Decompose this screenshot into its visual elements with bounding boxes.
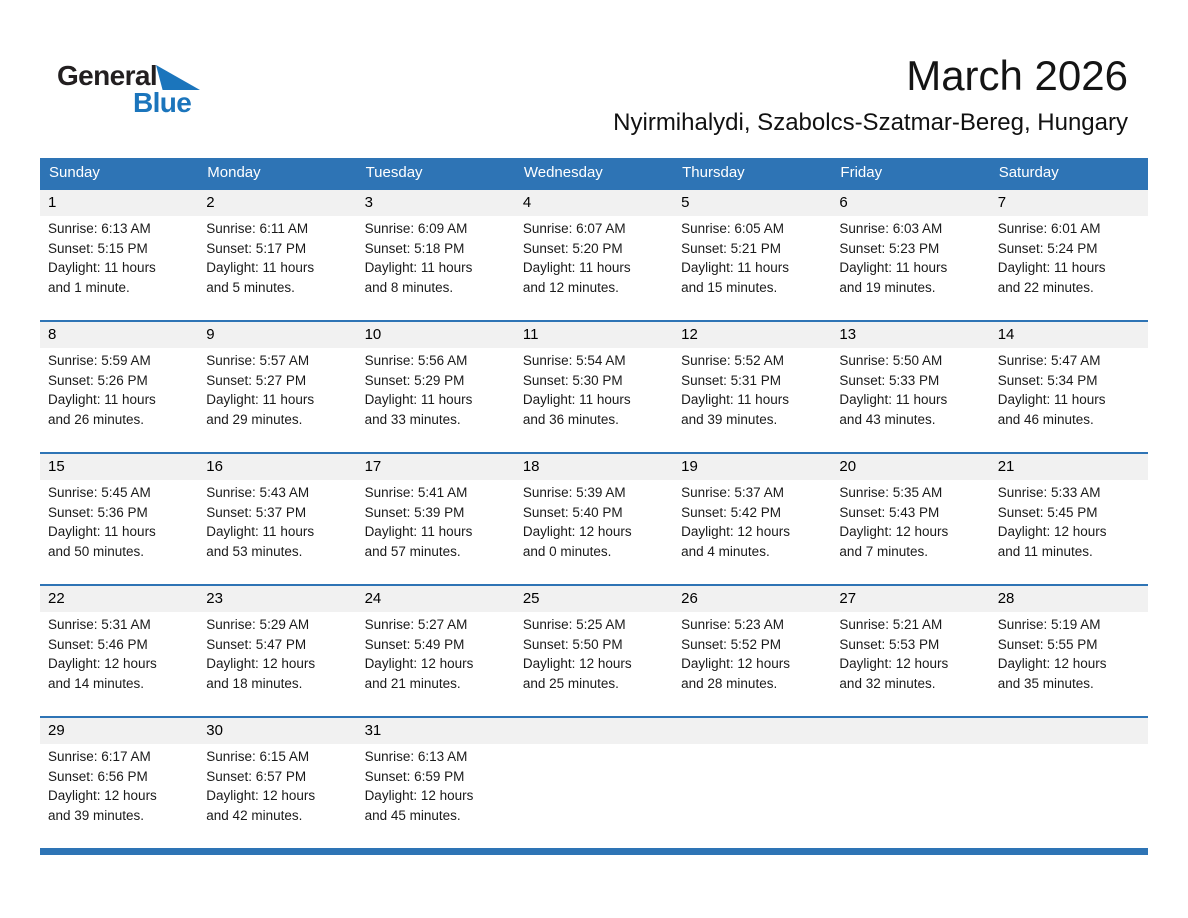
- day-details: [515, 216, 673, 320]
- day-cell: [515, 190, 673, 320]
- day-cell: [40, 718, 198, 848]
- day-details: [673, 480, 831, 584]
- day-number: 14: [990, 322, 1148, 348]
- detail-line: Sunrise: 5:50 AM: [839, 353, 943, 368]
- day-number: 26: [673, 586, 831, 612]
- day-cell: [40, 322, 198, 452]
- day-number: 22: [40, 586, 198, 612]
- day-details: [198, 612, 356, 716]
- detail-line: Sunset: 5:40 PM: [522, 504, 623, 520]
- detail-line: Daylight: 12 hours: [206, 788, 316, 803]
- day-details: [673, 612, 831, 716]
- detail-line: and 35 minutes.: [997, 675, 1094, 691]
- detail-line: Daylight: 12 hours: [839, 524, 949, 539]
- detail-line: Sunrise: 5:33 AM: [997, 485, 1101, 500]
- day-details: [831, 744, 989, 848]
- day-details: [990, 612, 1148, 716]
- day-number: 18: [515, 454, 673, 480]
- day-details: [673, 348, 831, 452]
- day-cell: [990, 190, 1148, 320]
- detail-line: Sunrise: 5:29 AM: [206, 617, 310, 632]
- detail-line: and 32 minutes.: [839, 675, 936, 691]
- day-number: [831, 718, 989, 744]
- detail-line: and 39 minutes.: [48, 807, 145, 823]
- day-cell-empty: [990, 718, 1148, 848]
- detail-line: Sunset: 5:49 PM: [364, 636, 465, 652]
- detail-line: Daylight: 11 hours: [48, 260, 156, 275]
- detail-line: and 4 minutes.: [681, 543, 770, 559]
- day-cell: [357, 718, 515, 848]
- detail-line: Sunset: 5:17 PM: [206, 240, 307, 256]
- detail-line: Sunrise: 5:21 AM: [839, 617, 943, 632]
- day-details: [515, 612, 673, 716]
- weekday-header: Sunday: [49, 164, 100, 181]
- detail-line: Sunrise: 6:13 AM: [364, 749, 468, 764]
- detail-line: and 45 minutes.: [364, 807, 461, 823]
- general-blue-logo: [57, 60, 247, 126]
- detail-line: Sunset: 5:52 PM: [681, 636, 781, 652]
- title-block: [268, 52, 1128, 137]
- day-number: 9: [198, 322, 356, 348]
- detail-line: and 18 minutes.: [206, 675, 303, 691]
- detail-line: Daylight: 11 hours: [681, 260, 789, 275]
- detail-line: Sunset: 5:21 PM: [681, 240, 781, 256]
- detail-line: Daylight: 11 hours: [206, 524, 315, 539]
- detail-line: Daylight: 11 hours: [364, 524, 473, 539]
- detail-line: Sunrise: 5:25 AM: [522, 617, 626, 632]
- detail-line: Sunrise: 6:09 AM: [364, 221, 468, 236]
- detail-line: Daylight: 11 hours: [839, 260, 948, 275]
- day-details: [673, 216, 831, 320]
- detail-line: Sunset: 5:53 PM: [839, 636, 940, 652]
- detail-line: Sunset: 5:55 PM: [997, 636, 1098, 652]
- detail-line: and 43 minutes.: [839, 411, 936, 427]
- detail-line: Sunrise: 5:23 AM: [681, 617, 784, 632]
- detail-line: Sunset: 5:29 PM: [364, 372, 465, 388]
- detail-line: Sunrise: 5:19 AM: [997, 617, 1101, 632]
- day-cell: [673, 586, 831, 716]
- day-number: 23: [198, 586, 356, 612]
- day-cell: [40, 586, 198, 716]
- day-cell-empty: [515, 718, 673, 848]
- detail-line: and 50 minutes.: [48, 543, 145, 559]
- day-cell: [515, 454, 673, 584]
- day-details: [40, 348, 198, 452]
- day-number: 8: [40, 322, 198, 348]
- detail-line: Daylight: 12 hours: [681, 656, 790, 671]
- day-cell: [357, 454, 515, 584]
- detail-line: Sunrise: 6:15 AM: [206, 749, 310, 764]
- day-number: 11: [515, 322, 673, 348]
- day-number: 24: [357, 586, 515, 612]
- detail-line: Sunset: 6:57 PM: [206, 768, 307, 784]
- detail-line: and 57 minutes.: [364, 543, 461, 559]
- calendar-bottom-bar: [40, 848, 1148, 855]
- detail-line: Sunset: 5:23 PM: [839, 240, 940, 256]
- day-details: [357, 216, 515, 320]
- detail-line: Daylight: 12 hours: [997, 656, 1107, 671]
- week-row: [40, 320, 1148, 452]
- day-cell: [357, 190, 515, 320]
- detail-line: Sunset: 5:24 PM: [997, 240, 1098, 256]
- day-details: [990, 480, 1148, 584]
- day-details: [673, 744, 831, 848]
- detail-line: Sunset: 5:37 PM: [206, 504, 307, 520]
- day-cell: [357, 586, 515, 716]
- detail-line: and 33 minutes.: [364, 411, 461, 427]
- detail-line: and 0 minutes.: [522, 543, 612, 559]
- detail-line: Sunset: 5:47 PM: [206, 636, 307, 652]
- day-cell: [990, 586, 1148, 716]
- detail-line: Sunset: 5:27 PM: [206, 372, 307, 388]
- day-cell: [990, 454, 1148, 584]
- detail-line: and 5 minutes.: [206, 279, 295, 295]
- day-cell: [831, 454, 989, 584]
- detail-line: Sunrise: 5:56 AM: [364, 353, 468, 368]
- detail-line: and 7 minutes.: [839, 543, 928, 559]
- detail-line: Daylight: 12 hours: [997, 524, 1107, 539]
- day-cell: [831, 322, 989, 452]
- day-number: 20: [831, 454, 989, 480]
- detail-line: Daylight: 11 hours: [48, 392, 156, 407]
- detail-line: Sunrise: 6:07 AM: [522, 221, 626, 236]
- day-cell: [673, 322, 831, 452]
- day-details: [198, 744, 356, 848]
- day-details: [357, 348, 515, 452]
- day-number: 21: [990, 454, 1148, 480]
- detail-line: Sunset: 5:31 PM: [681, 372, 781, 388]
- day-details: [40, 216, 198, 320]
- day-details: [40, 744, 198, 848]
- detail-line: Daylight: 12 hours: [364, 788, 474, 803]
- detail-line: Sunrise: 5:37 AM: [681, 485, 784, 500]
- detail-line: Sunrise: 6:03 AM: [839, 221, 943, 236]
- day-details: [515, 348, 673, 452]
- detail-line: Sunset: 5:34 PM: [997, 372, 1098, 388]
- detail-line: Sunrise: 6:17 AM: [48, 749, 151, 764]
- week-row: [40, 584, 1148, 716]
- day-number: 12: [673, 322, 831, 348]
- detail-line: Sunrise: 5:47 AM: [997, 353, 1101, 368]
- detail-line: and 14 minutes.: [48, 675, 145, 691]
- detail-line: and 11 minutes.: [997, 543, 1093, 559]
- day-cell: [198, 718, 356, 848]
- day-details: [198, 216, 356, 320]
- detail-line: Sunrise: 5:59 AM: [48, 353, 151, 368]
- weekday-header-row: [40, 158, 1148, 188]
- weekday-header: Monday: [207, 164, 261, 181]
- day-number: 16: [198, 454, 356, 480]
- detail-line: and 26 minutes.: [48, 411, 145, 427]
- detail-line: Daylight: 11 hours: [839, 392, 948, 407]
- day-number: [515, 718, 673, 744]
- day-cell: [831, 586, 989, 716]
- detail-line: and 25 minutes.: [522, 675, 619, 691]
- detail-line: Sunrise: 6:13 AM: [48, 221, 151, 236]
- day-number: 27: [831, 586, 989, 612]
- day-cell: [40, 190, 198, 320]
- day-details: [831, 612, 989, 716]
- day-details: [198, 480, 356, 584]
- detail-line: Sunset: 5:36 PM: [48, 504, 148, 520]
- detail-line: Sunset: 5:42 PM: [681, 504, 781, 520]
- day-number: 31: [357, 718, 515, 744]
- detail-line: Sunrise: 5:52 AM: [681, 353, 784, 368]
- week-row: [40, 188, 1148, 320]
- detail-line: Sunset: 5:45 PM: [997, 504, 1098, 520]
- weekday-header: Thursday: [682, 164, 745, 181]
- detail-line: Daylight: 11 hours: [364, 260, 473, 275]
- day-details: [515, 480, 673, 584]
- detail-line: and 29 minutes.: [206, 411, 303, 427]
- weekday-header: Tuesday: [365, 164, 423, 181]
- day-number: 17: [357, 454, 515, 480]
- weekday-header: Saturday: [998, 164, 1059, 181]
- day-number: 15: [40, 454, 198, 480]
- detail-line: Daylight: 12 hours: [681, 524, 790, 539]
- detail-line: Daylight: 12 hours: [206, 656, 316, 671]
- day-cell: [673, 454, 831, 584]
- detail-line: Daylight: 11 hours: [997, 392, 1106, 407]
- day-cell: [357, 322, 515, 452]
- day-number: 1: [40, 190, 198, 216]
- day-details: [831, 216, 989, 320]
- weekday-header: Friday: [840, 164, 883, 181]
- detail-line: Sunset: 5:43 PM: [839, 504, 940, 520]
- detail-line: Daylight: 12 hours: [839, 656, 949, 671]
- detail-line: Daylight: 12 hours: [364, 656, 474, 671]
- detail-line: Sunset: 5:33 PM: [839, 372, 940, 388]
- detail-line: Daylight: 11 hours: [206, 260, 315, 275]
- calendar-weeks: [40, 188, 1148, 848]
- detail-line: Sunset: 6:56 PM: [48, 768, 148, 784]
- day-cell: [990, 322, 1148, 452]
- detail-line: Daylight: 11 hours: [364, 392, 473, 407]
- day-number: 13: [831, 322, 989, 348]
- day-cell: [40, 454, 198, 584]
- detail-line: Daylight: 11 hours: [522, 392, 631, 407]
- detail-line: Sunset: 5:20 PM: [522, 240, 623, 256]
- location-subtitle: Nyirmihalydi, Szabolcs-Szatmar-Bereg, Hungary: [613, 109, 1128, 137]
- day-cell: [515, 322, 673, 452]
- detail-line: and 22 minutes.: [997, 279, 1094, 295]
- detail-line: Sunset: 6:59 PM: [364, 768, 465, 784]
- detail-line: Sunrise: 5:39 AM: [522, 485, 626, 500]
- detail-line: Sunrise: 5:54 AM: [522, 353, 626, 368]
- day-cell: [198, 322, 356, 452]
- detail-line: Sunrise: 5:31 AM: [48, 617, 151, 632]
- detail-line: Sunset: 5:15 PM: [48, 240, 148, 256]
- day-details: [40, 612, 198, 716]
- day-cell-empty: [831, 718, 989, 848]
- day-number: 5: [673, 190, 831, 216]
- day-cell: [515, 586, 673, 716]
- day-details: [990, 744, 1148, 848]
- detail-line: Daylight: 11 hours: [522, 260, 631, 275]
- day-details: [515, 744, 673, 848]
- day-cell: [198, 586, 356, 716]
- detail-line: Daylight: 12 hours: [48, 788, 157, 803]
- day-details: [357, 744, 515, 848]
- day-number: [990, 718, 1148, 744]
- detail-line: and 39 minutes.: [681, 411, 778, 427]
- detail-line: Daylight: 11 hours: [206, 392, 315, 407]
- logo-text-blue: Blue: [133, 87, 192, 118]
- detail-line: Sunset: 5:39 PM: [364, 504, 465, 520]
- detail-line: and 36 minutes.: [522, 411, 619, 427]
- detail-line: Sunrise: 5:45 AM: [48, 485, 151, 500]
- detail-line: Sunrise: 5:35 AM: [839, 485, 943, 500]
- detail-line: Sunset: 5:46 PM: [48, 636, 148, 652]
- calendar-table: [40, 158, 1148, 855]
- detail-line: Sunset: 5:26 PM: [48, 372, 148, 388]
- detail-line: Sunrise: 6:11 AM: [206, 221, 309, 236]
- detail-line: and 19 minutes.: [839, 279, 936, 295]
- detail-line: and 1 minute.: [48, 279, 130, 295]
- day-details: [198, 348, 356, 452]
- day-details: [831, 480, 989, 584]
- week-row: [40, 716, 1148, 848]
- detail-line: Sunrise: 5:57 AM: [206, 353, 310, 368]
- day-details: [357, 480, 515, 584]
- weekday-header: Wednesday: [523, 164, 603, 181]
- detail-line: and 42 minutes.: [206, 807, 303, 823]
- detail-line: Sunset: 5:50 PM: [522, 636, 623, 652]
- detail-line: Sunset: 5:30 PM: [522, 372, 623, 388]
- detail-line: and 28 minutes.: [681, 675, 778, 691]
- day-cell-empty: [673, 718, 831, 848]
- detail-line: Daylight: 11 hours: [681, 392, 789, 407]
- detail-line: Daylight: 12 hours: [522, 656, 632, 671]
- day-cell: [831, 190, 989, 320]
- day-cell: [673, 190, 831, 320]
- day-number: 29: [40, 718, 198, 744]
- day-number: 6: [831, 190, 989, 216]
- day-number: 2: [198, 190, 356, 216]
- day-number: 30: [198, 718, 356, 744]
- detail-line: Daylight: 11 hours: [48, 524, 156, 539]
- day-details: [831, 348, 989, 452]
- day-details: [357, 612, 515, 716]
- day-details: [40, 480, 198, 584]
- day-cell: [198, 190, 356, 320]
- day-number: 10: [357, 322, 515, 348]
- day-number: [673, 718, 831, 744]
- logo-text-general: General: [57, 60, 158, 91]
- detail-line: Sunrise: 6:05 AM: [681, 221, 784, 236]
- detail-line: and 53 minutes.: [206, 543, 303, 559]
- detail-line: Daylight: 11 hours: [997, 260, 1106, 275]
- day-details: [990, 216, 1148, 320]
- detail-line: and 12 minutes.: [522, 279, 619, 295]
- detail-line: and 46 minutes.: [997, 411, 1094, 427]
- detail-line: Daylight: 12 hours: [48, 656, 157, 671]
- day-details: [990, 348, 1148, 452]
- day-number: 7: [990, 190, 1148, 216]
- day-number: 19: [673, 454, 831, 480]
- detail-line: Sunrise: 5:27 AM: [364, 617, 468, 632]
- week-row: [40, 452, 1148, 584]
- detail-line: and 15 minutes.: [681, 279, 778, 295]
- day-cell: [198, 454, 356, 584]
- detail-line: and 8 minutes.: [364, 279, 454, 295]
- detail-line: Sunrise: 5:43 AM: [206, 485, 310, 500]
- day-number: 3: [357, 190, 515, 216]
- day-number: 4: [515, 190, 673, 216]
- detail-line: Daylight: 12 hours: [522, 524, 632, 539]
- month-title: March 2026: [906, 52, 1128, 99]
- detail-line: Sunrise: 6:01 AM: [997, 221, 1101, 236]
- detail-line: and 21 minutes.: [364, 675, 461, 691]
- detail-line: Sunset: 5:18 PM: [364, 240, 465, 256]
- detail-line: Sunrise: 5:41 AM: [364, 485, 468, 500]
- day-number: 25: [515, 586, 673, 612]
- day-number: 28: [990, 586, 1148, 612]
